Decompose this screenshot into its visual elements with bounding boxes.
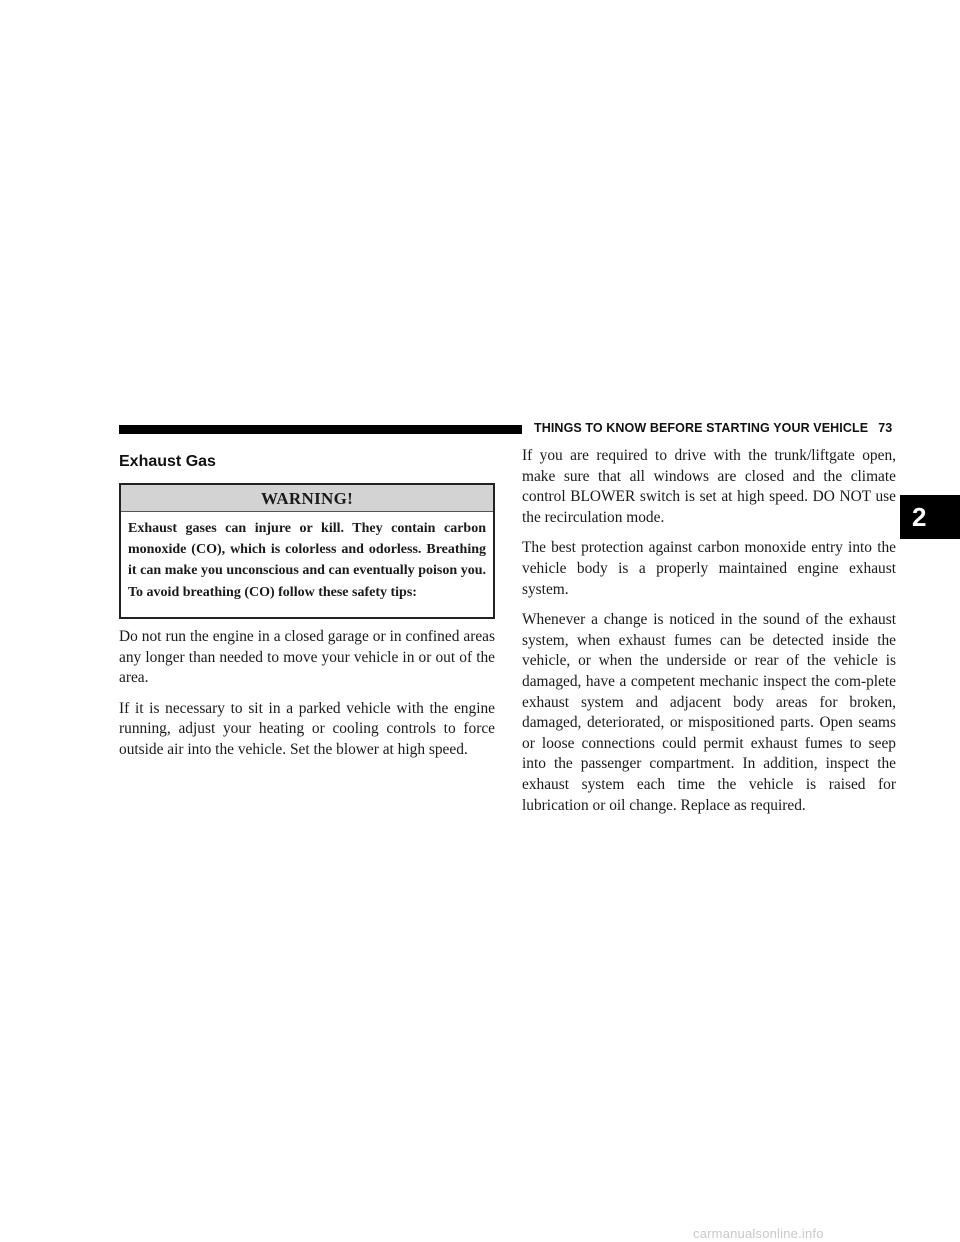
right-column bbox=[522, 446, 896, 826]
page-number: 73 bbox=[878, 421, 893, 435]
warning-box bbox=[119, 483, 495, 619]
warning-text: Exhaust gases can injure or kill. They contain carbon monoxide (CO), which is colorless and odorless. Breathing it can make you unconscious and can eventually poison you. To avoid breathing (CO) follow these safety tips: bbox=[128, 521, 486, 600]
section-title: Exhaust Gas bbox=[119, 453, 216, 470]
chapter-tab: 2 bbox=[900, 495, 960, 539]
paragraph: If you are required to drive with the trunk/liftgate open, make sure that all windows are closed and the climate control BLOWER switch is set at high speed. DO NOT use the recirculation mode. bbox=[522, 447, 896, 526]
paragraph: Do not run the engine in a closed garage or in confined areas any longer than needed to move your vehicle in or out of the area. bbox=[119, 628, 495, 687]
warning-heading: WARNING! bbox=[121, 485, 493, 512]
running-title: THINGS TO KNOW BEFORE STARTING YOUR VEHICLE bbox=[534, 421, 869, 435]
running-header bbox=[534, 421, 892, 435]
paragraph: The best protection against carbon monoxide entry into the vehicle body is a properly maintained engine exhaust system. bbox=[522, 539, 896, 598]
header-rule bbox=[119, 425, 522, 434]
paragraph: If it is necessary to sit in a parked vehicle with the engine running, adjust your heating or cooling controls to force outside air into the vehicle. Set the blower at high speed. bbox=[119, 699, 495, 758]
left-column bbox=[119, 627, 495, 771]
paragraph: Whenever a change is noticed in the sound of the exhaust system, when exhaust fumes can be detected inside the vehicle, or when the underside or rear of the vehicle is damaged, have a competent mechanic inspect the com-plete exhaust system and adjacent body areas for broken, damaged, deteriorated, or mispositioned parts. Open seams or loose connections could permit exhaust fumes to seep into the passenger compartment. In addition, inspect the exhaust system each time the vehicle is raised for lubrication or oil change. Replace as required. bbox=[522, 611, 896, 814]
watermark: carmanualsonline.info bbox=[693, 1226, 824, 1241]
